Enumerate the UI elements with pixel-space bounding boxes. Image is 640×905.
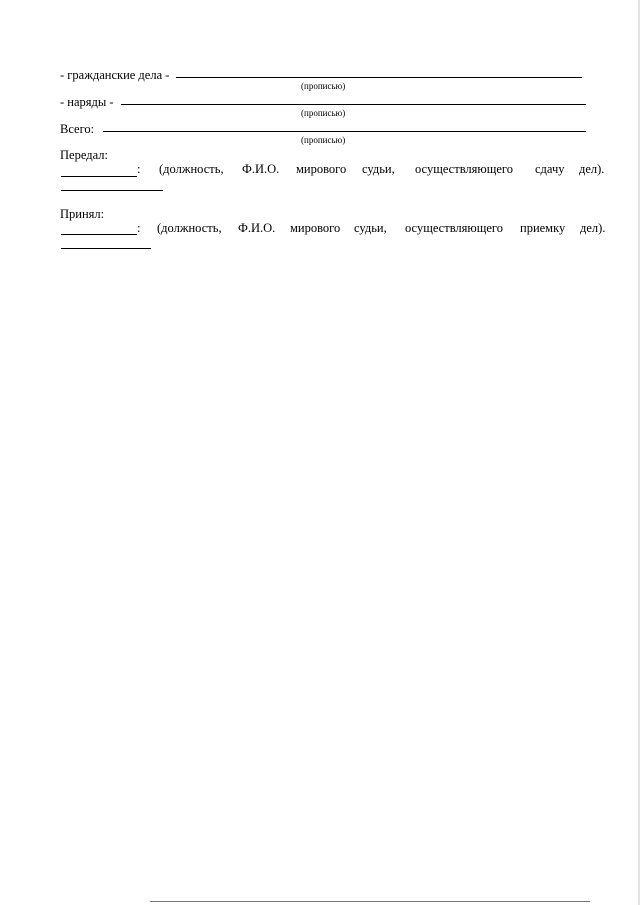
scan-edge-bottom [150,901,590,902]
handed-word: мирового [296,162,347,176]
received-word: приемку [520,221,566,235]
received-word: осуществляющего [405,221,503,235]
received-word: судьи, [354,221,387,235]
received-word: Ф.И.О. [238,221,276,235]
received-continuation-line [61,248,151,249]
total-label: Всего: [60,122,95,136]
received-signature-line [61,234,137,235]
handed-title: Передал: [60,148,108,162]
handed-word: сдачу [535,162,565,176]
received-title: Принял: [60,207,105,221]
civil-cases-fill-line [176,77,582,78]
orders-label: - наряды - [60,95,114,109]
received-word: мирового [290,221,341,235]
handed-word: дел). [579,162,605,176]
orders-caption: (прописью) [301,108,346,118]
received-word: дел). [580,221,606,235]
civil-cases-caption: (прописью) [301,81,346,91]
handed-word: (должность, [159,162,224,176]
total-caption: (прописью) [301,135,346,145]
handed-word: осуществляющего [415,162,513,176]
civil-cases-label: - гражданские дела - [60,68,170,82]
received-word: (должность, [157,221,222,235]
received-colon: : [137,221,141,235]
orders-fill-line [121,104,586,105]
handed-word: Ф.И.О. [242,162,280,176]
total-fill-line [103,131,586,132]
handed-continuation-line [61,190,163,191]
handed-word: судьи, [362,162,395,176]
handed-signature-line [61,176,137,177]
handed-colon: : [137,162,141,176]
